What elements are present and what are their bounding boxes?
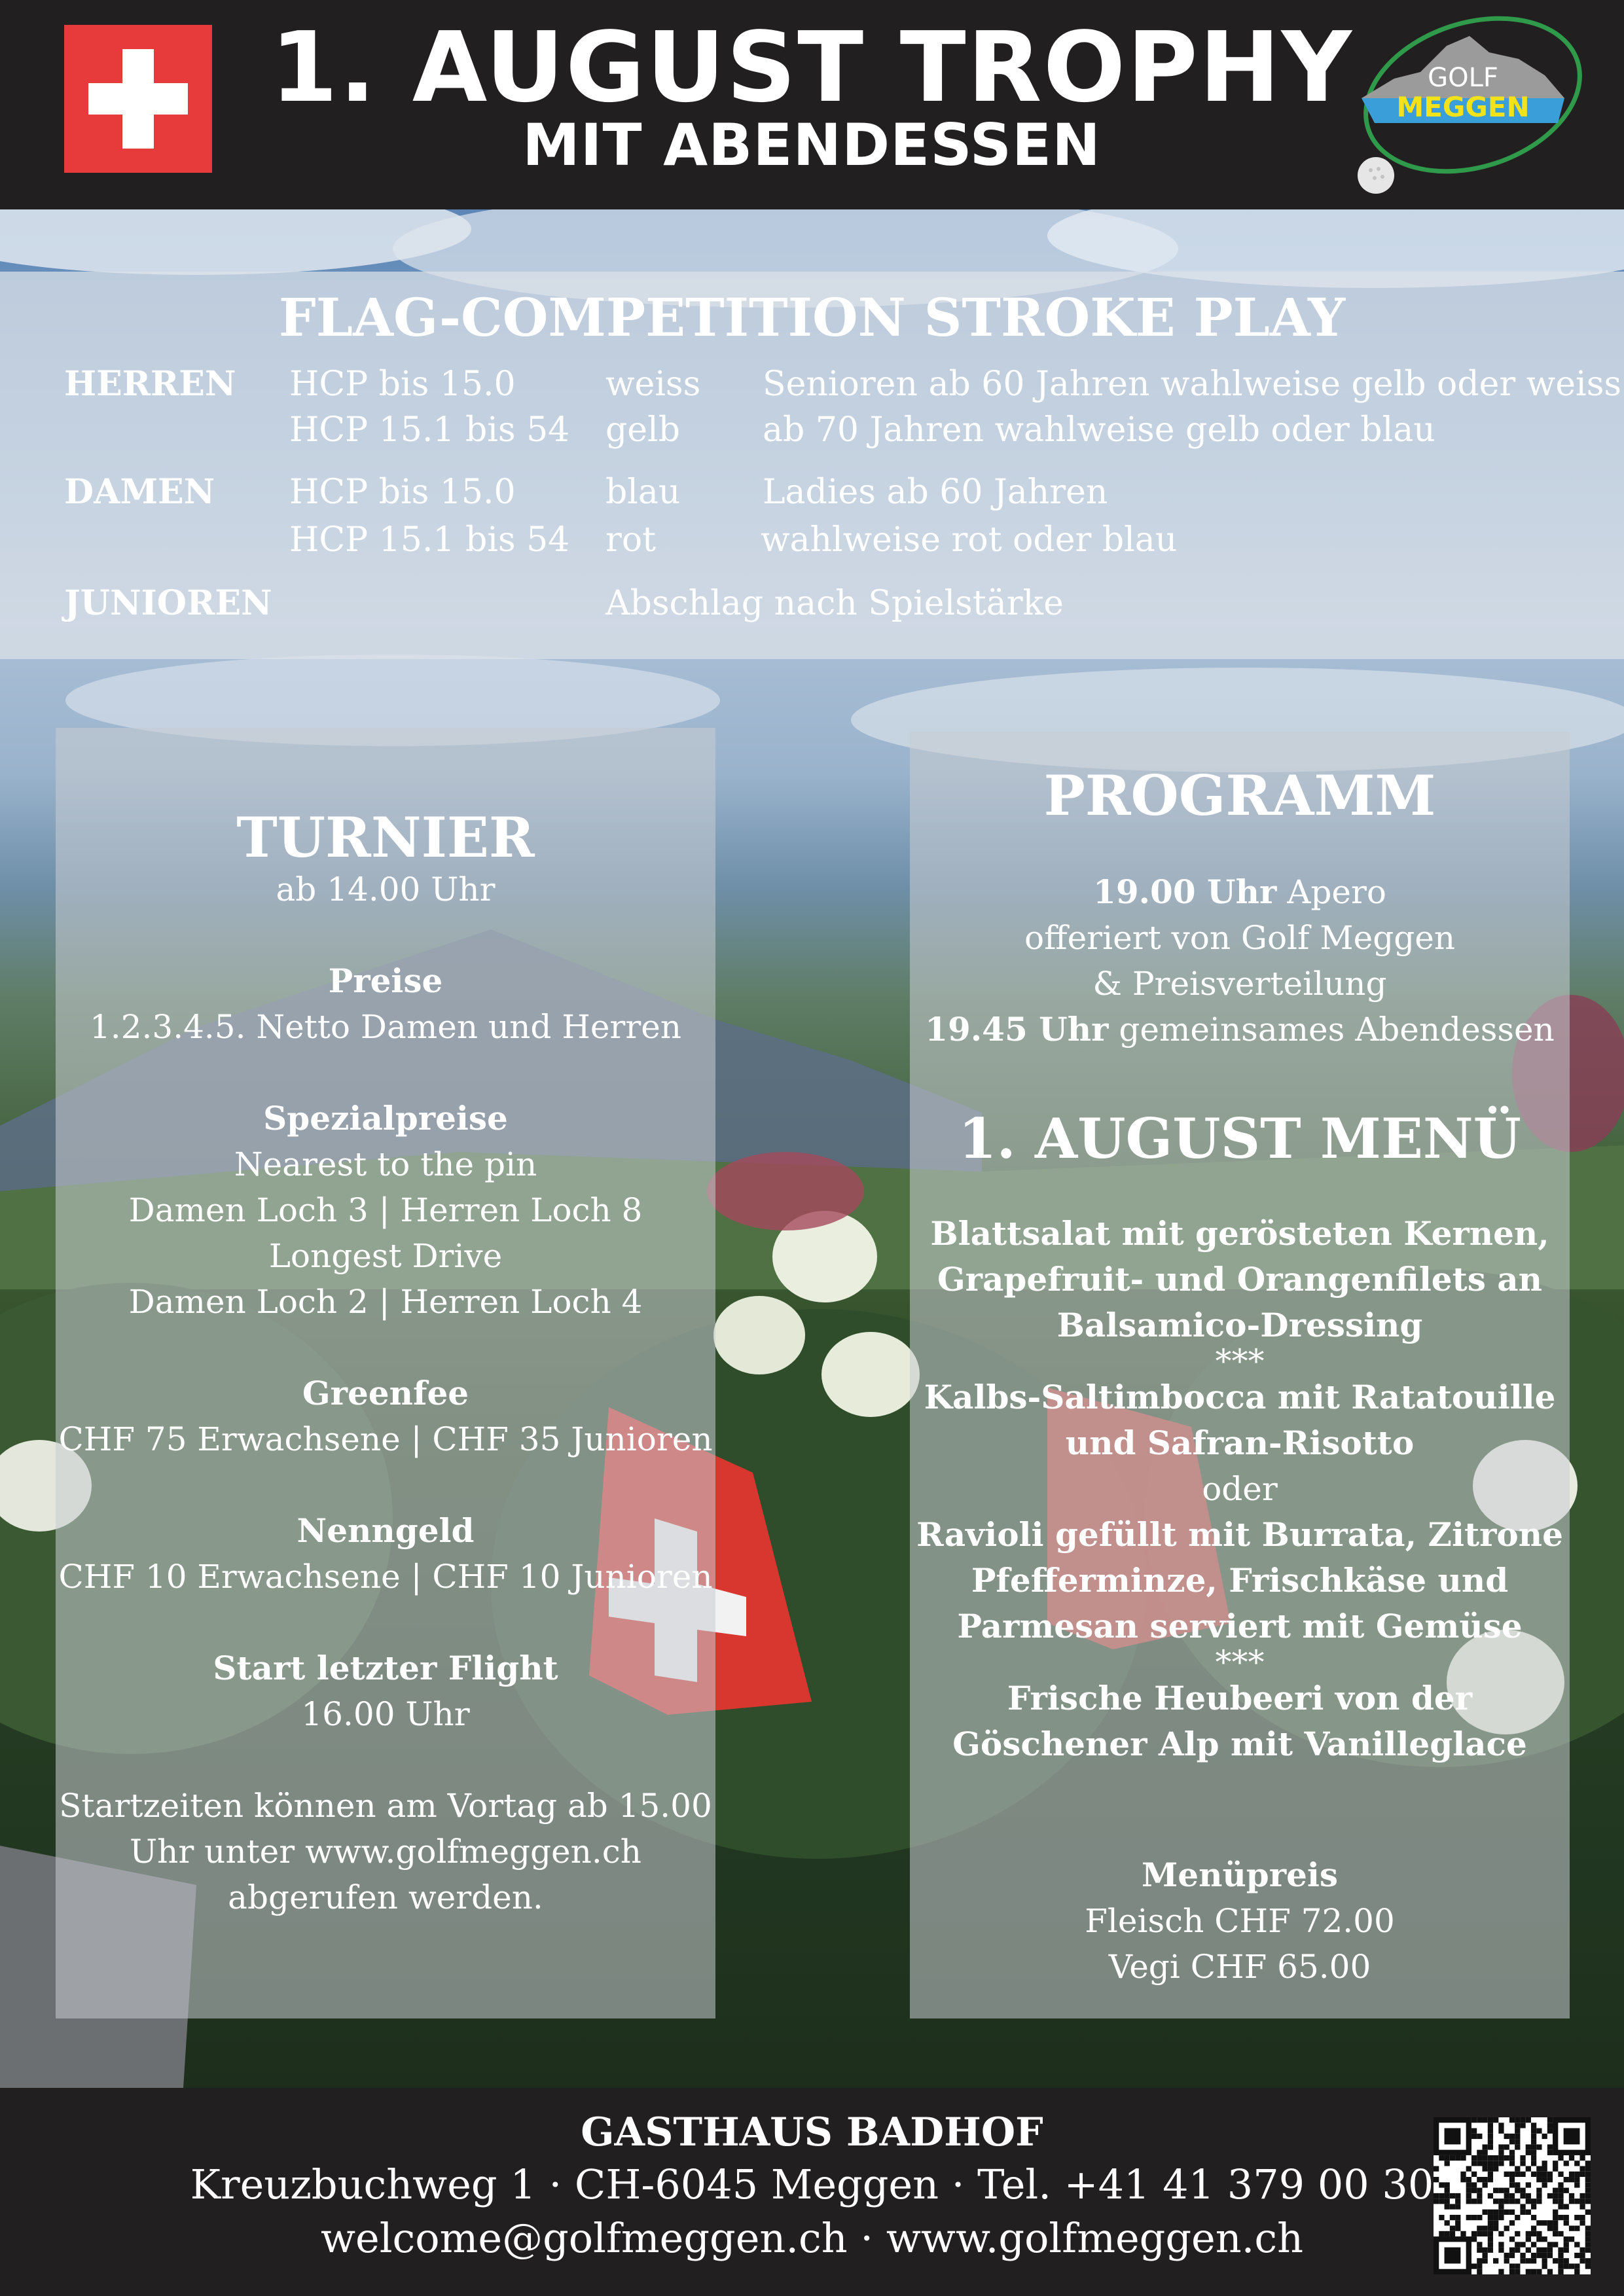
page-subtitle: MIT ABENDESSEN <box>522 111 1101 179</box>
hcp-herren-2: HCP 15.1 bis 54 <box>289 410 570 450</box>
preise-text: 1.2.3.4.5. Netto Damen und Herren <box>89 1008 682 1046</box>
page-title: 1. AUGUST TROPHY <box>270 11 1353 124</box>
menu-line: Göschener Alp mit Vanilleglace <box>952 1725 1527 1763</box>
menupreis-label: Menüpreis <box>1141 1856 1339 1894</box>
spezialpreise-line: Damen Loch 3 | Herren Loch 8 <box>128 1191 643 1229</box>
startzeiten-line: abgerufen werden. <box>228 1878 543 1916</box>
menu-line: *** <box>1215 1342 1265 1380</box>
note-damen-2: wahlweise rot oder blau <box>761 520 1178 560</box>
menu-line: Ravioli gefüllt mit Burrata, Zitrone <box>916 1515 1563 1554</box>
tee-herren-2: gelb <box>605 410 680 450</box>
greenfee-text: CHF 75 Erwachsene | CHF 35 Junioren <box>58 1420 713 1458</box>
menu-title: 1. AUGUST MENÜ <box>958 1106 1521 1171</box>
menu-line: und Safran-Risotto <box>1065 1424 1415 1462</box>
spezialpreise-line: Longest Drive <box>268 1237 503 1275</box>
programm-apero: 19.00 Uhr Apero <box>1093 872 1386 911</box>
spezialpreise-line: Nearest to the pin <box>234 1145 537 1183</box>
tee-junioren: Abschlag nach Spielstärke <box>605 584 1064 623</box>
turnier-panel <box>56 728 715 2018</box>
startzeiten-line: Startzeiten können am Vortag ab 15.00 <box>59 1787 712 1825</box>
group-herren: HERREN <box>64 364 236 404</box>
nenngeld-text: CHF 10 Erwachsene | CHF 10 Junioren <box>58 1558 713 1596</box>
nenngeld-label: Nenngeld <box>297 1511 475 1550</box>
menu-line: Kalbs-Saltimbocca mit Ratatouille <box>924 1378 1556 1416</box>
menu-line: Parmesan serviert mit Gemüse <box>957 1607 1523 1645</box>
tee-herren-1: weiss <box>605 365 701 404</box>
note-herren-1: Senioren ab 60 Jahren wahlweise gelb oder weiss <box>763 365 1622 404</box>
note-herren-2: ab 70 Jahren wahlweise gelb oder blau <box>763 410 1435 450</box>
competition-section <box>0 272 1624 659</box>
flight-text: 16.00 Uhr <box>301 1695 470 1733</box>
hcp-herren-1: HCP bis 15.0 <box>289 365 516 404</box>
group-damen: DAMEN <box>64 472 215 512</box>
programm-title: PROGRAMM <box>1043 763 1436 828</box>
startzeiten-line: Uhr unter www.golfmeggen.ch <box>130 1833 641 1871</box>
footer-address: Kreuzbuchweg 1 · CH-6045 Meggen · Tel. +41 41 379 00 30 <box>190 2161 1434 2208</box>
footer <box>0 2088 1624 2296</box>
turnier-title: TURNIER <box>236 805 535 870</box>
programm-dinner: 19.45 Uhr gemeinsames Abendessen <box>925 1010 1555 1049</box>
footer-name: GASTHAUS BADHOF <box>581 2109 1043 2155</box>
tee-damen-1: blau <box>605 473 681 512</box>
turnier-time: ab 14.00 Uhr <box>276 870 496 908</box>
hcp-damen-1: HCP bis 15.0 <box>289 473 516 512</box>
note-damen-1: Ladies ab 60 Jahren <box>763 473 1108 512</box>
group-junioren: JUNIOREN <box>64 583 272 623</box>
programm-panel <box>910 732 1570 2018</box>
menupreis-fleisch: Fleisch CHF 72.00 <box>1085 1902 1395 1940</box>
spezialpreise-label: Spezialpreise <box>263 1099 508 1138</box>
menupreis-vegi: Vegi CHF 65.00 <box>1108 1948 1371 1986</box>
tee-damen-2: rot <box>605 520 657 560</box>
logo-text-golf: GOLF <box>1428 63 1498 93</box>
programm-line: offeriert von Golf Meggen <box>1024 919 1456 957</box>
flight-label: Start letzter Flight <box>213 1649 558 1687</box>
menu-line: Frische Heubeeri von der <box>1007 1679 1473 1717</box>
hcp-damen-2: HCP 15.1 bis 54 <box>289 520 570 560</box>
preise-label: Preise <box>328 961 443 1000</box>
footer-web[interactable]: welcome@golfmeggen.ch · www.golfmeggen.ch <box>320 2214 1304 2262</box>
menu-line: *** <box>1215 1643 1265 1681</box>
logo-text-meggen: MEGGEN <box>1396 91 1530 123</box>
header <box>0 0 1624 209</box>
golf-meggen-logo <box>1348 13 1591 203</box>
spezialpreise-line: Damen Loch 2 | Herren Loch 4 <box>128 1283 643 1321</box>
competition-title: FLAG-COMPETITION STROKE PLAY <box>278 287 1346 348</box>
programm-line: & Preisverteilung <box>1092 965 1387 1003</box>
menu-line: Blattsalat mit gerösteten Kernen, <box>930 1214 1549 1253</box>
menu-line: Grapefruit- und Orangenfilets an <box>937 1260 1543 1299</box>
swiss-flag-icon <box>64 25 212 173</box>
qr-code-icon[interactable] <box>1434 2117 1591 2274</box>
menu-line: Pfefferminze, Frischkäse und <box>971 1561 1509 1600</box>
greenfee-label: Greenfee <box>302 1374 469 1412</box>
menu-line: Balsamico-Dressing <box>1056 1306 1423 1344</box>
menu-line: oder <box>1202 1470 1278 1508</box>
